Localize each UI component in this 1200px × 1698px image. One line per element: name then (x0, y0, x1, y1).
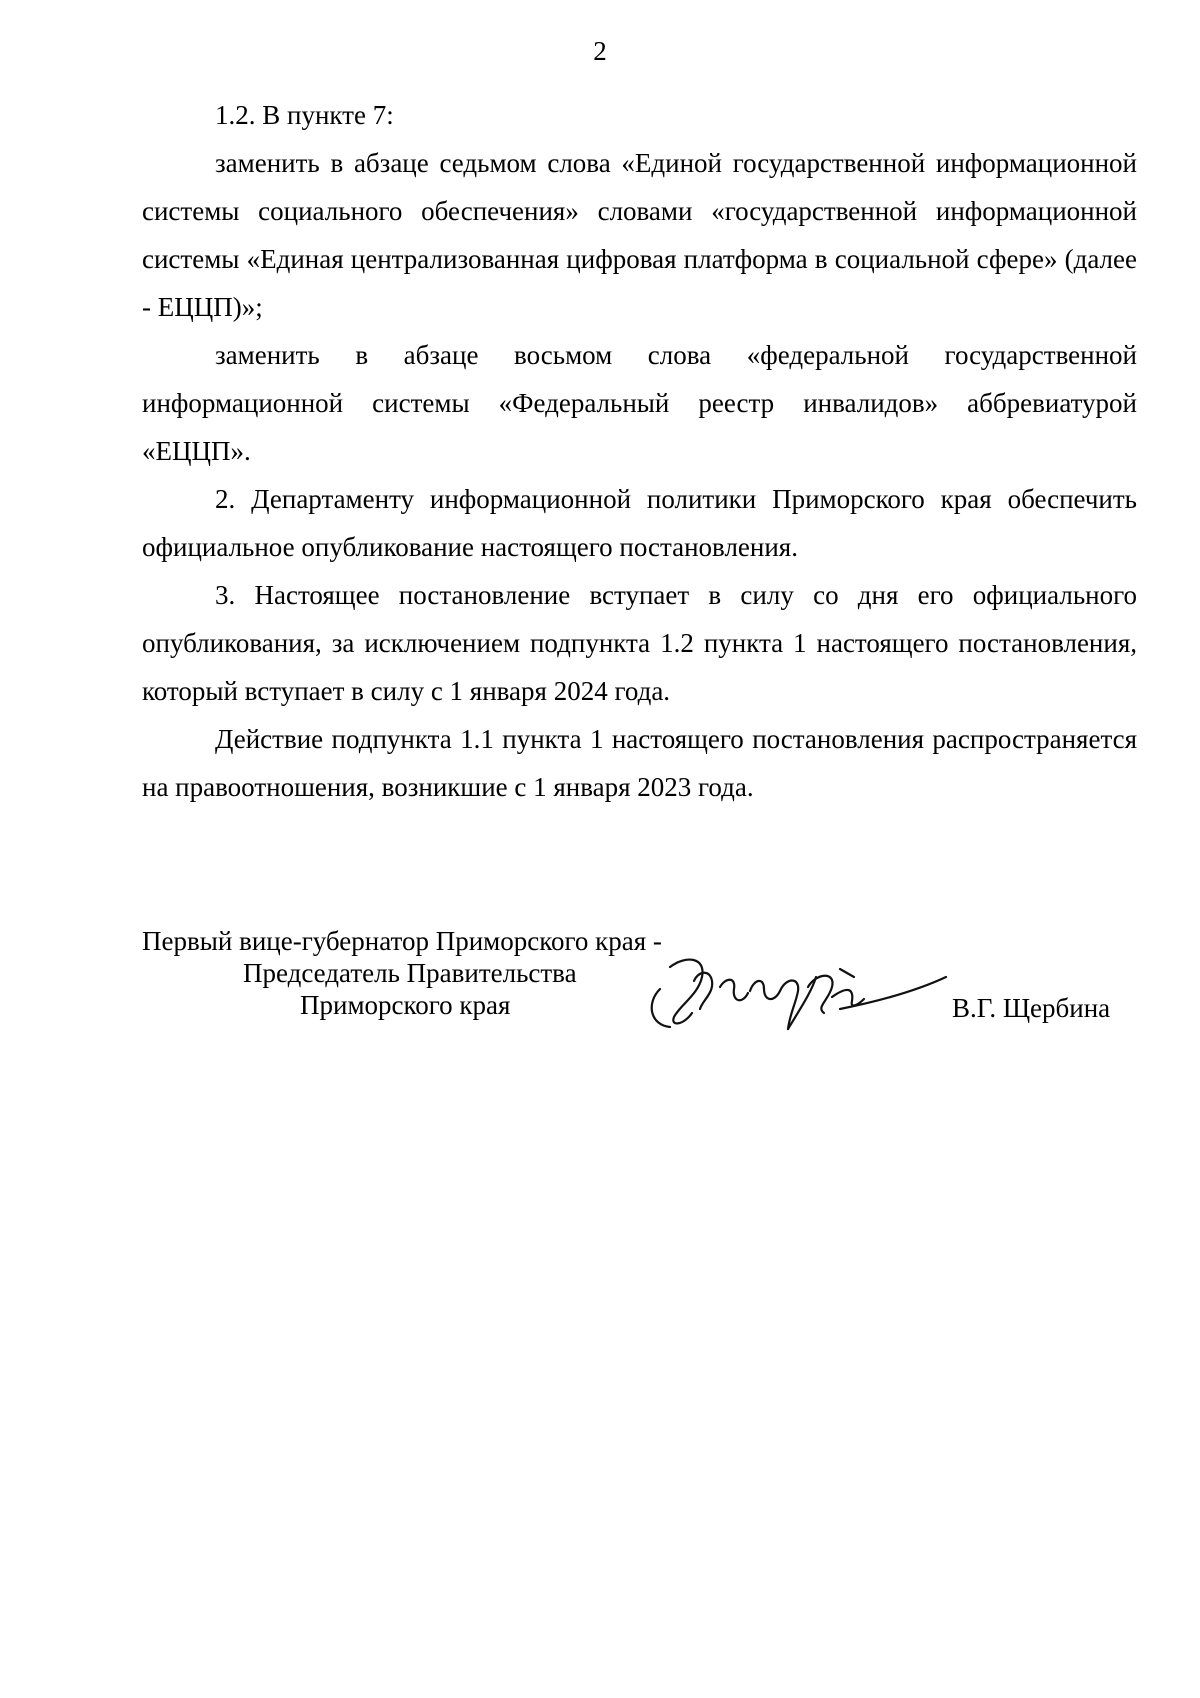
signature-block (0, 925, 1200, 1045)
paragraph-1-2-heading: 1.2. В пункте 7: (215, 100, 394, 130)
paragraph-publication: 2. Департаменту информационной политики Приморского края обеспечить официальное опубликование настоящего постановления. (142, 484, 1137, 562)
handwritten-signature (640, 947, 950, 1039)
signer-position-line-1: Первый вице-губернатор Приморского края - (142, 926, 662, 956)
document-body (142, 91, 1137, 811)
signer-name: В.Г. Щербина (952, 993, 1111, 1023)
paragraph-effect-retroactive: Действие подпункта 1.1 пункта 1 настоящего постановления распространяется на правоотношения, возникшие с 1 января 2023 года. (142, 724, 1137, 802)
page-number: 2 (593, 36, 607, 66)
paragraph-replace-seventh: заменить в абзаце седьмом слова «Единой государственной информационной системы социального обеспечения» словами «государственной информационной системы «Единая централизованная цифровая платформа в социальной сфере» (далее - ЕЦЦП)»; (142, 148, 1137, 322)
paragraph-entry-into-force: 3. Настоящее постановление вступает в силу со дня его официального опубликования, за исключением подпункта 1.2 пункта 1 настоящего постановления, который вступает в силу с 1 января 2024 года. (142, 580, 1137, 706)
signer-position-line-2: Председатель Правительства (243, 958, 577, 988)
paragraph-replace-eighth: заменить в абзаце восьмом слова «федеральной государственной информационной системы «Федеральный реестр инвалидов» аббревиатурой «ЕЦЦП». (142, 340, 1137, 466)
signer-position-line-3: Приморского края (300, 990, 511, 1020)
